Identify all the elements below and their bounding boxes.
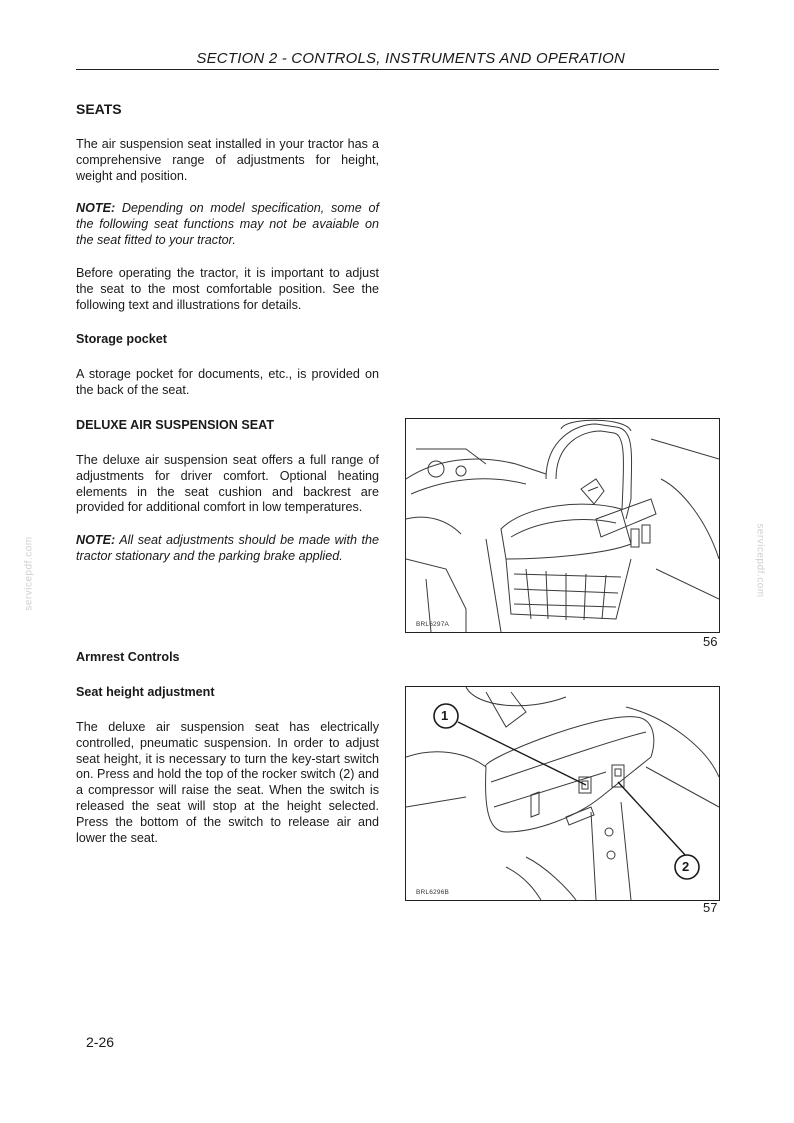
deluxe-seat-block <box>76 453 379 516</box>
watermark-left: servicepdf.com <box>23 536 35 611</box>
seats-intro-block <box>76 137 379 184</box>
storage-pocket-heading: Storage pocket <box>76 332 167 346</box>
note-2-label: NOTE: <box>76 533 116 547</box>
note-1-label: NOTE: <box>76 201 116 215</box>
section-header <box>76 50 719 70</box>
seats-intro: The air suspension seat installed in your tractor has a comprehensive range of adjustments for height, weight and position. <box>76 137 379 183</box>
watermark-right: servicepdf.com <box>754 523 766 598</box>
figure-armrest-controls <box>405 686 720 901</box>
figure-57-number: 57 <box>703 900 718 915</box>
before-operating-text: Before operating the tractor, it is important to adjust the seat to the most comfortable position. See the following text and illustrations for details. <box>76 266 379 312</box>
figure-57-code: BRL6296B <box>416 889 450 896</box>
figure-56-code: BRL6297A <box>416 621 450 628</box>
section-title: SECTION 2 - CONTROLS, INSTRUMENTS AND OPERATION <box>196 50 625 67</box>
callout-1: 1 <box>441 708 449 723</box>
armrest-controls-heading: Armrest Controls <box>76 650 180 664</box>
storage-pocket-block <box>76 367 379 399</box>
deluxe-seat-heading: DELUXE AIR SUSPENSION SEAT <box>76 418 275 432</box>
note-2-text: All seat adjustments should be made with the tractor stationary and the parking brake applied. <box>76 533 379 563</box>
before-operating-block <box>76 266 379 313</box>
deluxe-seat-text: The deluxe air suspension seat offers a full range of adjustments for driver comfort. Optional heating elements in the seat cushion and backrest are provided for additional comfort in low temperatures. <box>76 453 379 515</box>
figure-seat-illustration <box>405 418 720 633</box>
note-1-text: Depending on model specification, some of the following seat functions may not be avaiable on the seat fitted to your tractor. <box>76 201 379 247</box>
note-1 <box>76 201 379 248</box>
seat-height-block <box>76 720 379 846</box>
seat-height-heading: Seat height adjustment <box>76 685 215 699</box>
seat-illustration-icon <box>406 419 719 632</box>
storage-pocket-text: A storage pocket for documents, etc., is provided on the back of the seat. <box>76 367 379 397</box>
callout-2: 2 <box>682 859 690 874</box>
armrest-controls-icon <box>406 687 719 900</box>
page-number: 2-26 <box>86 1034 115 1050</box>
figure-56-number: 56 <box>703 634 718 649</box>
seat-height-text: The deluxe air suspension seat has electrically controlled, pneumatic suspension. In order to adjust seat height, it is necessary to turn the key-start switch on. Press and hold the top of the rocker switch (2) and a compressor will raise the seat. When the switch is released the seat will stop at the height selected. Press the bottom of the switch to release air and lower the seat. <box>76 720 379 845</box>
seats-heading: SEATS <box>76 101 122 117</box>
note-2 <box>76 533 379 565</box>
